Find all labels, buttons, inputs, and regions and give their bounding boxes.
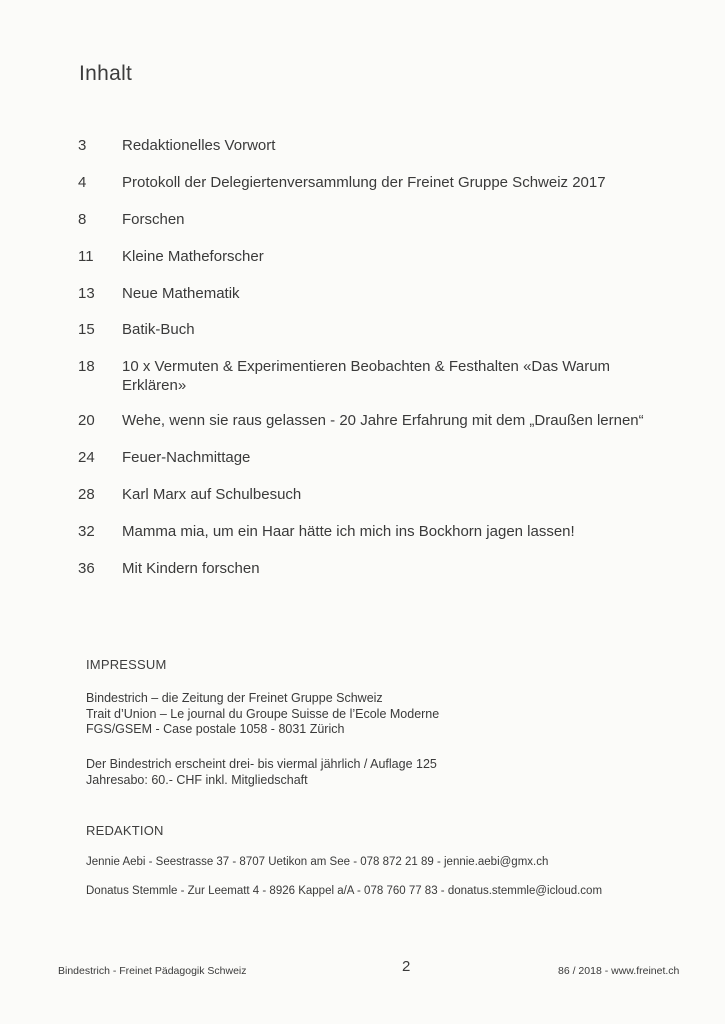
toc-title: Wehe, wenn sie raus gelassen - 20 Jahre Erfahrung mit dem „Draußen lernen“: [122, 412, 644, 429]
toc-title: Mamma mia, um ein Haar hätte ich mich ins Bockhorn jagen lassen!: [122, 523, 575, 540]
toc-page-number: 11: [78, 248, 94, 265]
toc-page-number: 18: [78, 358, 95, 375]
toc-page-number: 36: [78, 560, 95, 577]
toc-title: Karl Marx auf Schulbesuch: [122, 486, 302, 503]
impressum-subscription-block: [86, 757, 437, 788]
toc-page-number: 24: [78, 449, 95, 466]
footer-publication: Bindestrich - Freinet Pädagogik Schweiz: [58, 965, 247, 977]
toc-page-number: 3: [78, 137, 87, 154]
toc-page-number: 8: [78, 211, 87, 228]
impressum-line: Bindestrich – die Zeitung der Freinet Gruppe Schweiz: [86, 691, 383, 705]
impressum-line: Der Bindestrich erscheint drei- bis viermal jährlich / Auflage 125: [86, 757, 437, 771]
impressum-line: FGS/GSEM - Case postale 1058 - 8031 Zürich: [86, 722, 345, 736]
toc-title: Batik-Buch: [122, 321, 195, 338]
toc-page-number: 4: [78, 174, 87, 191]
toc-title: Neue Mathematik: [122, 285, 240, 302]
impressum-heading: IMPRESSUM: [86, 657, 167, 672]
toc-page-number: 28: [78, 486, 95, 503]
toc-title: Redaktionelles Vorwort: [122, 137, 276, 154]
toc-title: Protokoll der Delegiertenversammlung der Freinet Gruppe Schweiz 2017: [122, 174, 606, 191]
redaktion-contact: Jennie Aebi - Seestrasse 37 - 8707 Uetikon am See - 078 872 21 89 - jennie.aebi@gmx.ch: [86, 856, 549, 868]
toc-page-number: 32: [78, 523, 95, 540]
toc-title: Kleine Matheforscher: [122, 248, 264, 265]
toc-page-number: 15: [78, 321, 95, 338]
redaktion-heading: REDAKTION: [86, 823, 164, 838]
page-title: Inhalt: [79, 62, 133, 85]
impressum-publisher-block: [86, 691, 439, 738]
toc-title: 10 x Vermuten & Experimentieren Beobachten & Festhalten «Das Warum Erklären»: [122, 358, 611, 394]
impressum-line: Trait d’Union – Le journal du Groupe Suisse de l’Ecole Moderne: [86, 706, 440, 721]
impressum-line: Jahresabo: 60.- CHF inkl. Mitgliedschaft: [86, 772, 308, 787]
toc-title: Mit Kindern forschen: [122, 560, 260, 577]
footer-page-number: 2: [402, 958, 411, 975]
footer-issue-website: 86 / 2018 - www.freinet.ch: [558, 965, 680, 977]
toc-page-number: 20: [78, 412, 95, 429]
redaktion-contact: Donatus Stemmle - Zur Leematt 4 - 8926 Kappel a/A - 078 760 77 83 - donatus.stemmle@icloud.com: [86, 885, 603, 897]
toc-page-number: 13: [78, 285, 95, 302]
toc-title: Forschen: [122, 211, 185, 228]
toc-title: Feuer-Nachmittage: [122, 449, 251, 466]
